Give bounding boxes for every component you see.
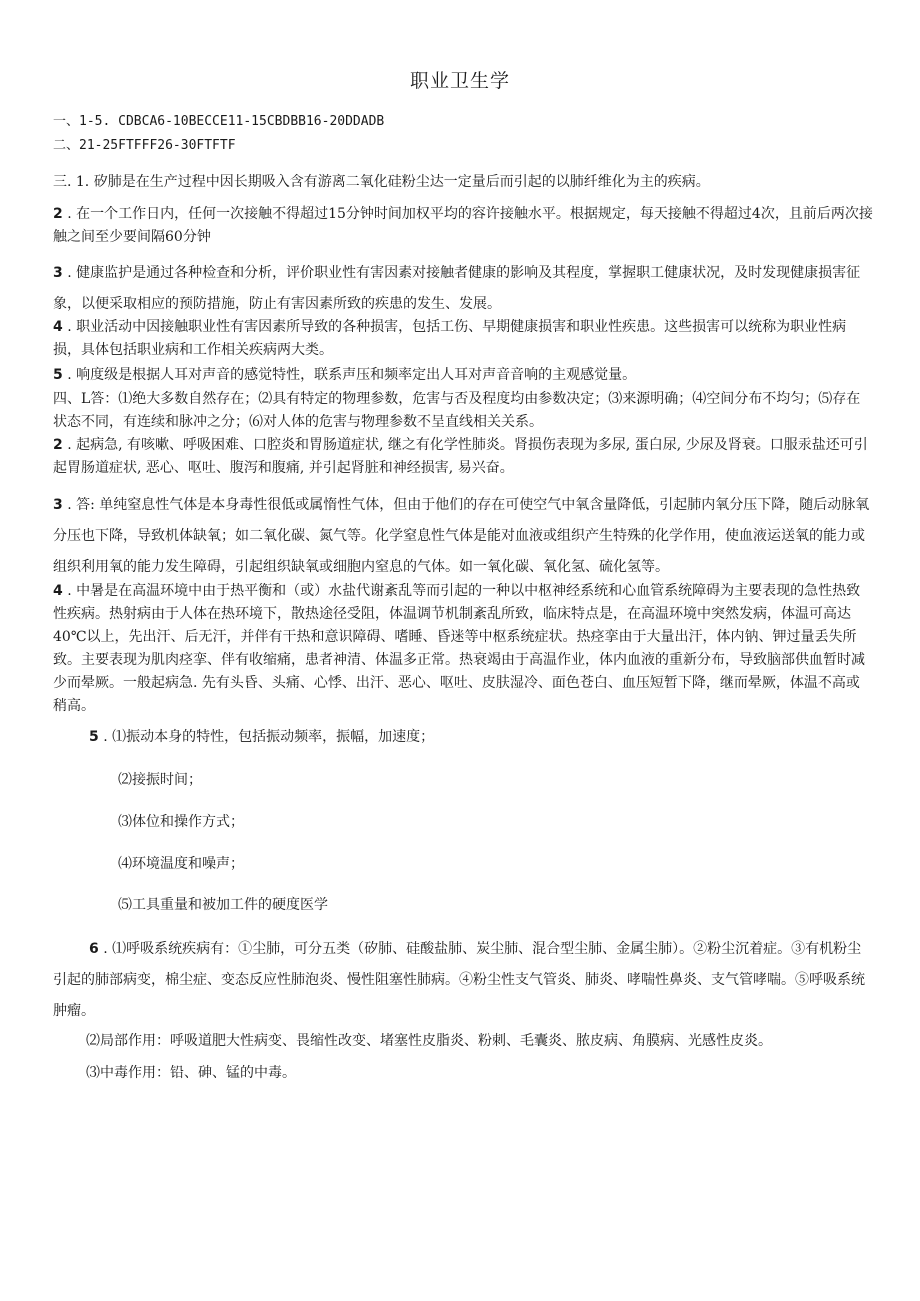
definition-3 (53, 258, 873, 320)
short-answer-1: 四、L答：⑴绝大多数自然存在；⑵具有特定的物理参数，危害与否及程度均由参数决定；⑶来源明确；⑷空间分布不均匀；⑸存在状态不同，有连续和脉冲之分；⑹对人体的危害与物理参数不呈直线相关关系。 (53, 391, 861, 430)
item-number: 4 (53, 319, 63, 335)
item-number: 2 (53, 437, 63, 453)
definition-5-text: . 响度级是根据人耳对声音的感觉特性，联系声压和频率定出人耳对声音音响的主观感觉量。 (62, 367, 637, 383)
short-answer-2-text: . 起病急, 有咳嗽、呼吸困难、口腔炎和胃肠道症状, 继之有化学性肺炎。肾损伤表现为多尿, 蛋白尿, 少尿及肾衰。口服汞盐还可引起胃肠道症状, 恶心、呕吐、腹泻和腹痛, 并引起肾脏和神经损害, 易兴奋。 (53, 437, 868, 476)
short-answer-6-local: ⑵局部作用：呼吸道肥大性病变、畏缩性改变、堵塞性皮脂炎、粉刺、毛囊炎、脓皮病、角膜病、光感性皮炎。 (86, 1033, 772, 1049)
short-answer-6-toxic: ⑶中毒作用：铅、砷、锰的中毒。 (86, 1065, 296, 1081)
definition-4-text: . 职业活动中因接触职业性有害因素所导致的各种损害，包括工伤、早期健康损害和职业性疾患。这些损害可以统称为职业性病损，具体包括职业病和工作相关疾病两大类。 (53, 319, 847, 358)
answer-key-truefalse: 二、21-25FTFFF26-30FTFTF (53, 138, 236, 153)
definition-4 (53, 316, 873, 362)
list-item: ⑶体位和操作方式； (118, 814, 244, 830)
item-number: 4 (53, 583, 63, 599)
item-number: 5 (89, 729, 99, 745)
list-item: ⑸工具重量和被加工件的硬度医学 (118, 897, 328, 913)
short-answer-6-text: . ⑴呼吸系统疾病有：①尘肺，可分五类（矽肺、硅酸盐肺、炭尘肺、混合型尘肺、金属尘肺）。②粉尘沉着症。③有机粉尘引起的肺部病变，棉尘症、变态反应性肺泡炎、慢性阻塞性肺病。④粉尘性支气管炎、肺炎、哮喘性鼻炎、支气管哮喘。⑤呼吸系统肿瘤。 (53, 941, 865, 1019)
short-answer-4 (53, 580, 873, 718)
item-number: 6 (89, 941, 99, 957)
short-answer-2 (53, 434, 873, 480)
definition-2 (53, 203, 873, 249)
short-answer-3 (53, 490, 873, 583)
item-number: 3 (53, 497, 63, 513)
answer-key-choice: 一、1-5. CDBCA6-10BECCE11-15CBDBB16-20DDADB (53, 114, 385, 129)
item-number: 2 (53, 206, 63, 222)
short-answer-5 (89, 726, 909, 749)
definition-3-text: . 健康监护是通过各种检查和分析，评价职业性有害因素对接触者健康的影响及其程度，掌握职工健康状况，及时发现健康损害征象，以便采取相应的预防措施，防止有害因素所致的疾患的发生、发展。 (53, 265, 861, 312)
page-title: 职业卫生学 (409, 70, 510, 92)
short-answer-3-text: . 答: 单纯窒息性气体是本身毒性很低或属惰性气体，但由于他们的存在可使空气中氧含量降低，引起肺内氧分压下降，随后动脉氧分压也下降，导致机体缺氧；如二氧化碳、氮气等。化学窒息性气体是能对血液或组织产生特殊的化学作用，使血液运送氧的能力或组织利用氧的能力发生障碍，引起组织缺氧或细胞内窒息的气体。如一氧化碳、氧化氢、硫化氢等。 (53, 497, 870, 575)
definition-5 (53, 364, 873, 387)
item-number: 3 (53, 265, 63, 281)
item-number: 5 (53, 367, 63, 383)
definition-1: 三. 1. 矽肺是在生产过程中因长期吸入含有游离二氧化硅粉尘达一定量后而引起的以肺纤维化为主的疾病。 (53, 174, 710, 190)
short-answer-6 (53, 934, 873, 1027)
short-answer-4-text: . 中暑是在高温环境中由于热平衡和（或）水盐代谢紊乱等而引起的一种以中枢神经系统和心血管系统障碍为主要表现的急性热致性疾病。热射病由于人体在热环境下，散热途径受阻，体温调节机制紊乱所致，临床特点是，在高温环境中突然发病，体温可高达40℃以上，先出汗、后无汗，并伴有干热和意识障碍、嗜睡、昏迷等中枢系统症状。热痉挛由于大量出汗，体内钠、钾过量丢失所致。主要表现为肌肉痉挛、伴有收缩痛，患者神清、体温多正常。热衰竭由于高温作业，体内血液的重新分布，导致脑部供血暂时减少而晕厥。一般起病急. 先有头昏、头痛、心悸、出汗、恶心、呕吐、皮肤湿冷、面色苍白、血压短暂下降，继而晕厥，体温不高或稍高。 (53, 583, 865, 714)
short-answer-5-text: . ⑴振动本身的特性，包括振动频率，振幅，加速度； (98, 729, 435, 745)
list-item: ⑵接振时间； (118, 772, 202, 788)
list-item: ⑷环境温度和噪声； (118, 856, 244, 872)
definition-2-text: . 在一个工作日内，任何一次接触不得超过15分钟时间加权平均的容许接触水平。根据规定，每天接触不得超过4次，且前后两次接触之间至少要间隔60分钟 (53, 206, 873, 245)
